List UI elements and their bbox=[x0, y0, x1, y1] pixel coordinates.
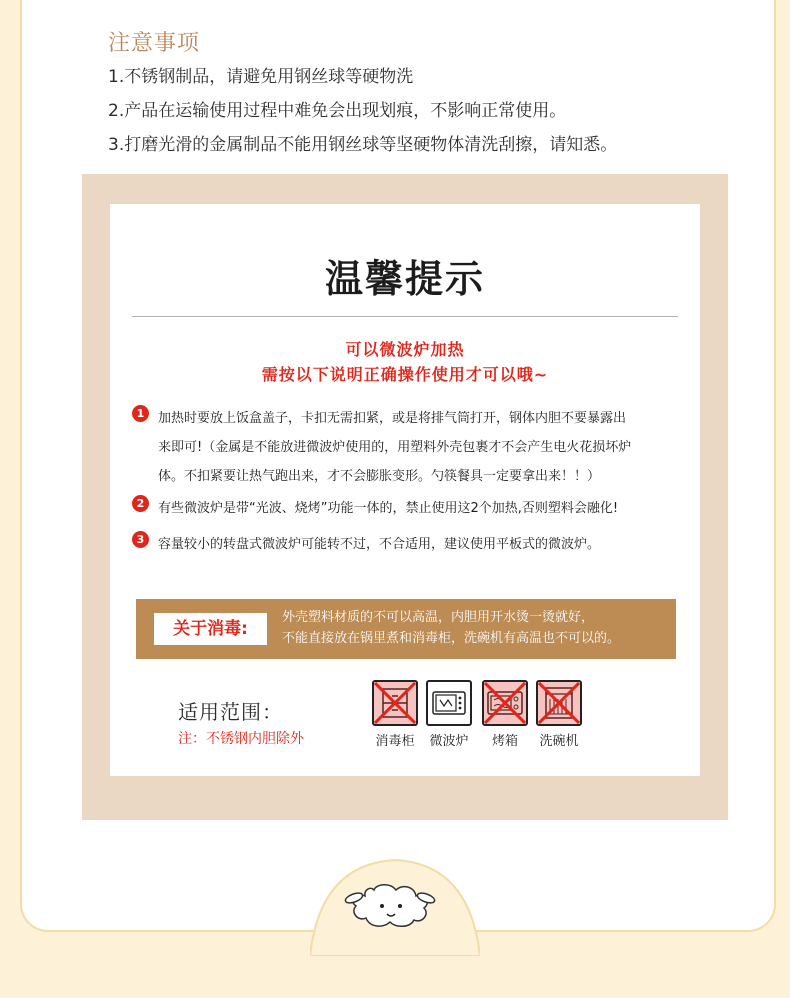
disinfect-text bbox=[282, 607, 620, 649]
headline-1: 可以微波炉加热 bbox=[345, 340, 465, 359]
notes-title: 注意事项 bbox=[108, 31, 201, 56]
tips-title: 温馨提示 bbox=[324, 257, 485, 301]
sterilizer-cabinet-icon bbox=[372, 680, 418, 726]
tip-line: 加热时要放上饭盒盖子，卡扣无需扣紧，或是将排气筒打开，钢体内胆不要暴露出 bbox=[158, 411, 627, 426]
appliance-label: 洗碗机 bbox=[539, 734, 579, 749]
number-badge-2: 2 bbox=[132, 495, 149, 512]
disinfect-line-2: 不能直接放在锅里煮和消毒柜，洗碗机有高温也不可以的。 bbox=[282, 631, 621, 646]
disinfect-banner bbox=[136, 599, 676, 659]
cross-mark bbox=[374, 682, 416, 724]
mascot-illustration bbox=[310, 856, 480, 956]
note-2: 2.产品在运输使用过程中难免会出现划痕，不影响正常使用。 bbox=[108, 101, 567, 121]
disinfect-label: 关于消毒: bbox=[154, 613, 267, 645]
divider bbox=[132, 316, 678, 317]
dishwasher-icon bbox=[536, 680, 582, 726]
cross-mark bbox=[484, 682, 526, 724]
appliance-dishwasher bbox=[536, 680, 582, 749]
tip-item-2-text bbox=[158, 494, 698, 523]
disinfect-line-1: 外壳塑料材质的不可以高温，内胆用开水烫一烫就好， bbox=[282, 610, 595, 625]
headline-2: 需按以下说明正确操作使用才可以哦~ bbox=[261, 365, 549, 384]
appliance-sterilizer bbox=[372, 680, 418, 749]
note-1: 1.不锈钢制品，请避免用钢丝球等硬物洗 bbox=[108, 67, 414, 87]
note-3: 3.打磨光滑的金属制品不能用钢丝球等坚硬物体清洗刮擦，请知悉。 bbox=[108, 135, 618, 155]
tip-line: 容量较小的转盘式微波炉可能转不过，不合适用，建议使用平板式的微波炉。 bbox=[158, 537, 601, 552]
oven-icon bbox=[482, 680, 528, 726]
number-badge-1: 1 bbox=[132, 405, 149, 422]
tip-item-1-text bbox=[158, 404, 698, 491]
scope-title: 适用范围： bbox=[178, 700, 283, 724]
appliance-label: 消毒柜 bbox=[375, 734, 415, 749]
tip-item-3-text bbox=[158, 530, 698, 559]
appliance-oven bbox=[482, 680, 528, 749]
appliance-label: 烤箱 bbox=[491, 734, 518, 749]
appliance-label: 微波炉 bbox=[429, 734, 469, 749]
tip-line: 有些微波炉是带“光波、烧烤”功能一体的，禁止使用这2个加热,否则塑料会融化! bbox=[158, 501, 619, 516]
tip-line: 体。不扣紧要让热气跑出来，才不会膨胀变形。勺筷餐具一定要拿出来！！） bbox=[158, 469, 601, 484]
cross-mark bbox=[538, 682, 580, 724]
tip-line: 来即可!（金属是不能放进微波炉使用的，用塑料外壳包裹才不会产生电火花损坏炉 bbox=[158, 440, 632, 455]
tips-card bbox=[110, 204, 700, 776]
appliance-microwave bbox=[426, 680, 472, 749]
scope-note: 注：不锈钢内胆除外 bbox=[178, 731, 304, 747]
number-badge-3: 3 bbox=[132, 531, 149, 548]
microwave-icon bbox=[426, 680, 472, 726]
